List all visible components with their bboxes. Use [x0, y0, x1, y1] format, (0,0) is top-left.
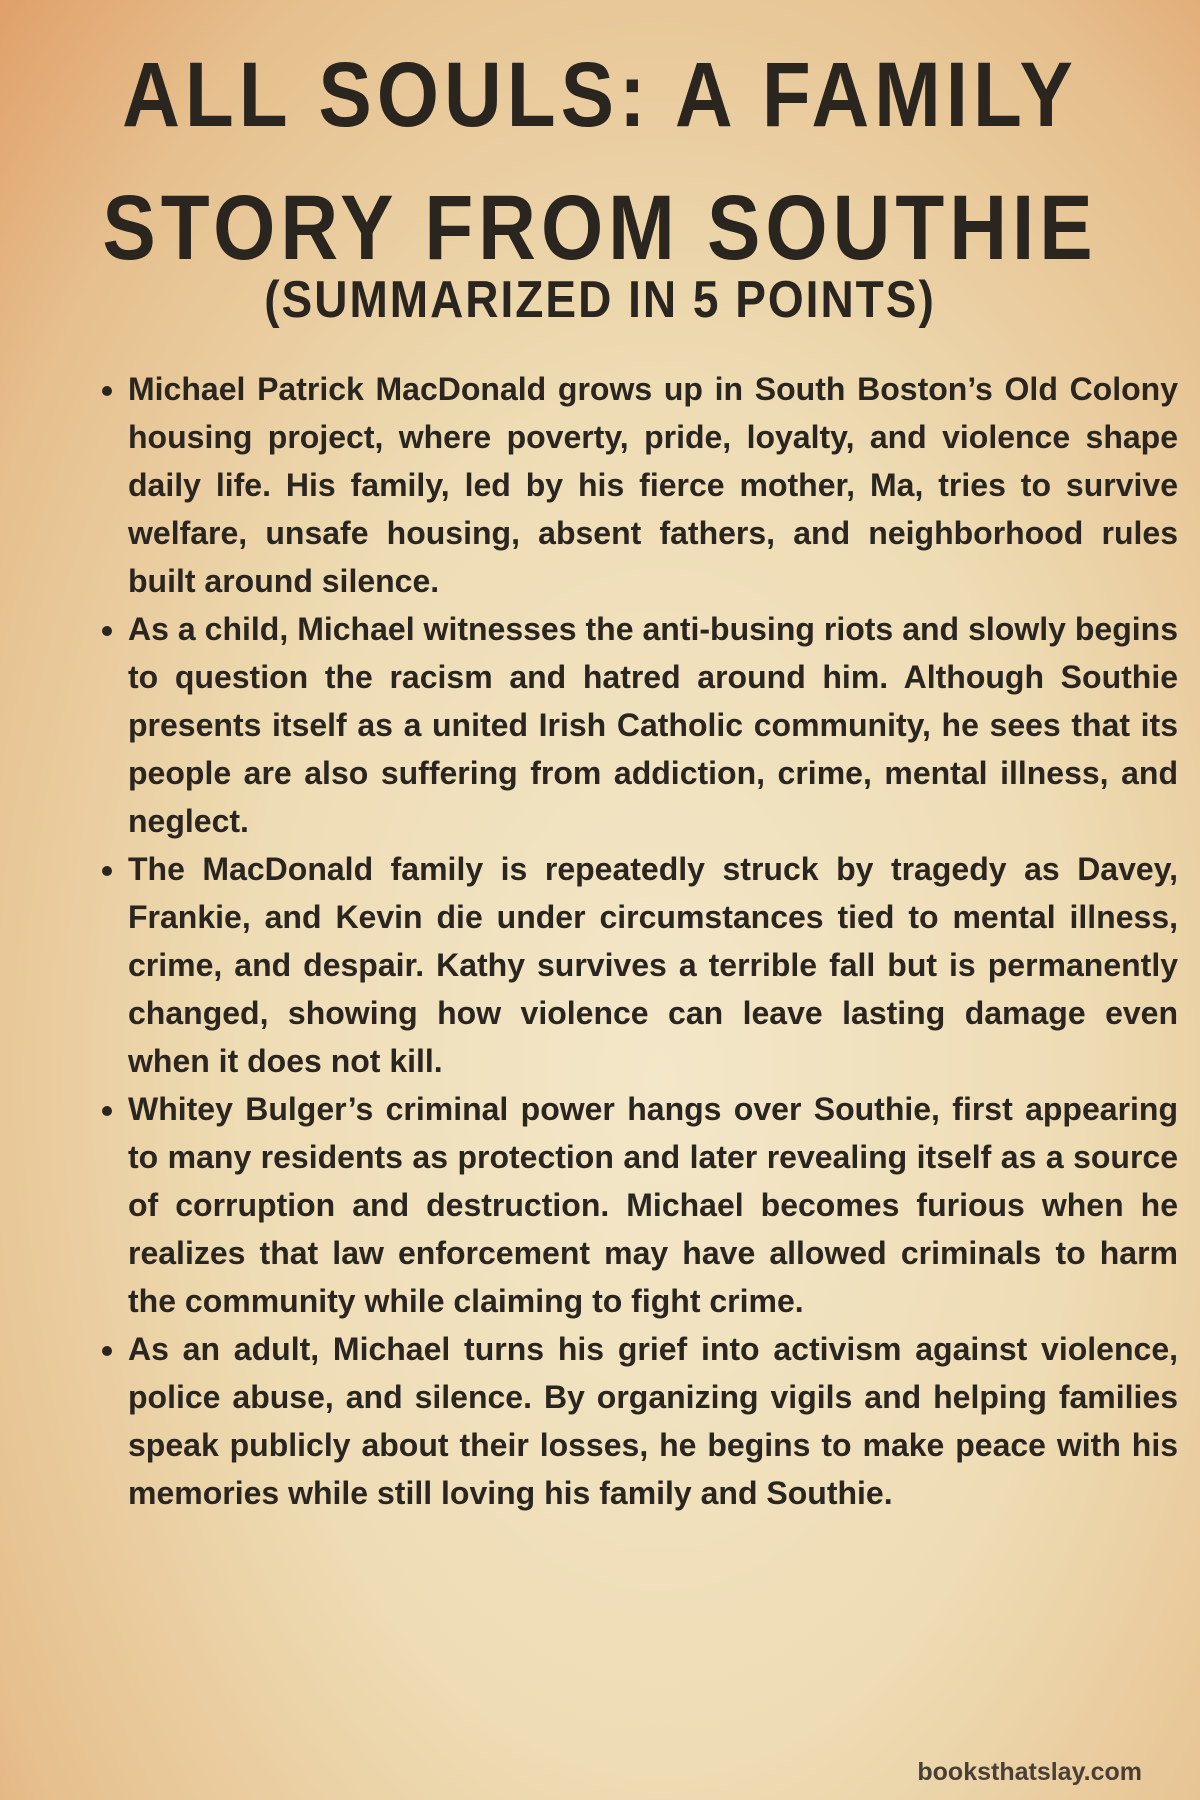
title-line-1: ALL SOULS: A FAMILY: [122, 42, 1078, 146]
list-item: • Michael Patrick MacDonald grows up in South Boston’s Old Colony housing project, where poverty, pride, loyalty, and violence shape daily life. His family, led by his fierce mother, Ma, tries to survive welfare, unsafe housing, absent fathers, and neighborhood rules built around silence.: [128, 365, 1178, 605]
list-item: • The MacDonald family is repeatedly struck by tragedy as Davey, Frankie, and Kevin die under circumstances tied to mental illness, crime, and despair. Kathy survives a terrible fall but is permanently changed, showing how violence can leave lasting damage even when it does not kill.: [128, 845, 1178, 1085]
list-item: • Whitey Bulger’s criminal power hangs over Southie, first appearing to many residents as protection and later revealing itself as a source of corruption and destruction. Michael becomes furious when he realizes that law enforcement may have allowed criminals to harm the community while claiming to fight crime.: [128, 1085, 1178, 1325]
list-item: • As an adult, Michael turns his grief into activism against violence, police abuse, and silence. By organizing vigils and helping families speak publicly about their losses, he begins to make peace with his memories while still loving his family and Southie.: [128, 1325, 1178, 1517]
site-credit: booksthatslay.com: [917, 1758, 1142, 1786]
title-line-2: STORY FROM SOUTHIE: [102, 176, 1098, 279]
subtitle: (SUMMARIZED IN 5 POINTS): [264, 269, 936, 329]
summary-list: [90, 365, 1178, 1517]
page-title: [0, 28, 1200, 295]
list-item: • As a child, Michael witnesses the anti-busing riots and slowly begins to question the racism and hatred around him. Although Southie presents itself as a united Irish Catholic community, he sees that its people are also suffering from addiction, crime, mental illness, and neglect.: [128, 605, 1178, 845]
